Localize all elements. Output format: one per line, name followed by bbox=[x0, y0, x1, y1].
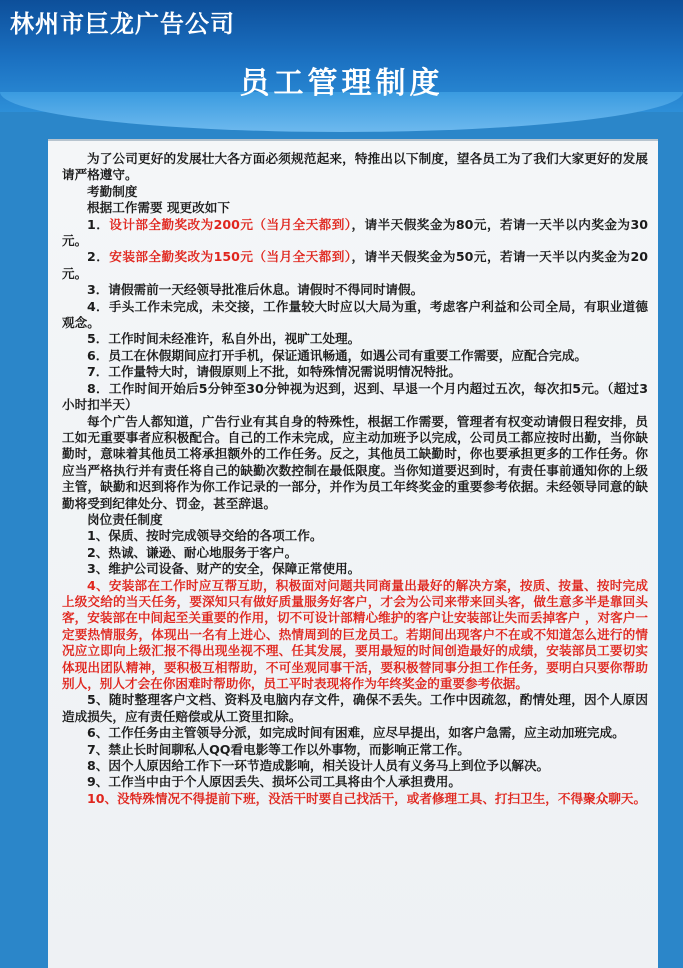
attendance-item-5: 5．工作时间未经准许，私自外出，视旷工处理。 bbox=[87, 331, 361, 347]
duty-heading: 岗位责任制度 bbox=[87, 511, 163, 527]
duty-item-5: 5、随时整理客户文档、资料及电脑内存文件，确保不丢失。工作中因疏忽，酌情处理，因个人原因造成损失，应有责任赔偿或从工资里扣除。 bbox=[62, 692, 648, 724]
item-text: ，请半天假奖金为50元，若请一天半以内奖金为20元。 bbox=[62, 249, 648, 281]
attendance-item-6: 6．员工在休假期间应打开手机，保证通讯畅通，如遇公司有重要工作需要，应配合完成。 bbox=[87, 347, 587, 363]
attendance-heading: 考勤制度 bbox=[87, 183, 138, 199]
duty-item-2: 2、热诚、谦逊、耐心地服务于客户。 bbox=[87, 544, 298, 560]
duty-item-9: 9、工作当中由于个人原因丢失、损坏公司工具将由个人承担费用。 bbox=[87, 774, 461, 790]
item-number: 2． bbox=[87, 249, 110, 265]
duty-item-7: 7、禁止长时间聊私人QQ看电影等工作以外事物，而影响正常工作。 bbox=[87, 741, 470, 757]
company-name: 林州市巨龙广告公司 bbox=[10, 9, 235, 38]
attendance-item-7: 7．工作量特大时，请假原则上不批，如特殊情况需说明情况特批。 bbox=[87, 364, 461, 380]
attendance-item-1 bbox=[62, 217, 648, 250]
attendance-subheading: 根据工作需要 现更改如下 bbox=[87, 200, 230, 216]
intro-paragraph: 为了公司更好的发展壮大各方面必须规范起来，特推出以下制度，望各员工为了我们大家更好的发展请严格遵守。 bbox=[62, 151, 648, 183]
item-number: 1． bbox=[87, 216, 110, 232]
duty-item-3: 3、维护公司设备、财产的安全，保障正常使用。 bbox=[87, 561, 361, 577]
duty-item-4: 4、安装部在工作时应互帮互助，积极面对问题共同商量出最好的解决方案，按质、按量、按时完成上级交给的当天任务，要深知只有做好质量服务好客户，才会为公司来带来回头客，做生意多半是靠回头客，安装部在中间起至关重要的作用，切不可设计部精心维护的客户让安装部让失而丢掉客户 ，对客户一定要热情服务，体现出一名有上进心、热情周到的巨龙员工。若期间出现客户不在或不知道怎么进行的情况应立即向上级汇报不得出现坐视不理、任其发展，要用最短的时间创造最好的成绩，安装部员工要切实体现出团队精神，要积极互相帮助，不可坐观同事干活，要积极替同事分担工作任务，要明白只要你帮助别人，别人才会在你困难时帮助你，员工平时表现将作为年终奖金的重要参考依据。 bbox=[62, 577, 648, 691]
duty-item-10: 10、没特殊情况不得提前下班，没活干时要自己找活干，或者修理工具、打扫卫生，不得聚众聊天。 bbox=[87, 790, 647, 806]
attendance-paragraph: 每个广告人都知道，广告行业有其自身的特殊性，根据工作需要，管理者有权变动请假日程安排，员工如无重要事者应积极配合。自己的工作未完成，应主动加班予以完成，公司员工都应按时出勤，当你缺勤时，意味着其他员工将承担额外的工作任务。反之，其他员工缺勤时，你也要承担更多的工作任务。你应当严格执行并有责任将自己的缺勤次数控制在最低限度。当你知道要迟到时，有责任事前通知你的上级主管，缺勤和迟到将作为你工作记录的一部分，并作为员工年终奖金的重要参考依据。未经领导同意的缺勤将受到纪律处分、罚金，甚至辞退。 bbox=[62, 413, 648, 511]
attendance-item-3: 3．请假需前一天经领导批准后休息。请假时不得同时请假。 bbox=[87, 282, 424, 298]
attendance-item-2 bbox=[62, 249, 648, 282]
attendance-item-4: 4．手头工作未完成，未交接，工作量较大时应以大局为重，考虑客户利益和公司全局，有职业道德观念。 bbox=[62, 298, 648, 331]
item-text: ，请半天假奖金为80元，若请一天半以内奖金为30元。 bbox=[62, 216, 648, 249]
attendance-item-8: 8．工作时间开始后5分钟至30分钟视为迟到，迟到、早退一个月内超过五次，每次扣5元。（超过3小时扣半天） bbox=[62, 380, 648, 413]
page-title: 员工管理制度 bbox=[239, 66, 444, 101]
highlight-text: 设计部全勤奖改为200元（当月全天都到） bbox=[109, 216, 352, 232]
highlight-text: 安装部全勤奖改为150元（当月全天都到） bbox=[109, 249, 352, 265]
document-body bbox=[62, 151, 648, 807]
duty-item-1: 1、保质、按时完成领导交给的各项工作。 bbox=[87, 528, 323, 544]
duty-item-6: 6、工作任务由主管领导分派，如完成时间有困难，应尽早提出，如客户急需，应主动加班完成。 bbox=[87, 725, 625, 741]
duty-item-8: 8、因个人原因给工作下一环节造成影响，相关设计人员有义务马上到位予以解决。 bbox=[87, 758, 550, 774]
